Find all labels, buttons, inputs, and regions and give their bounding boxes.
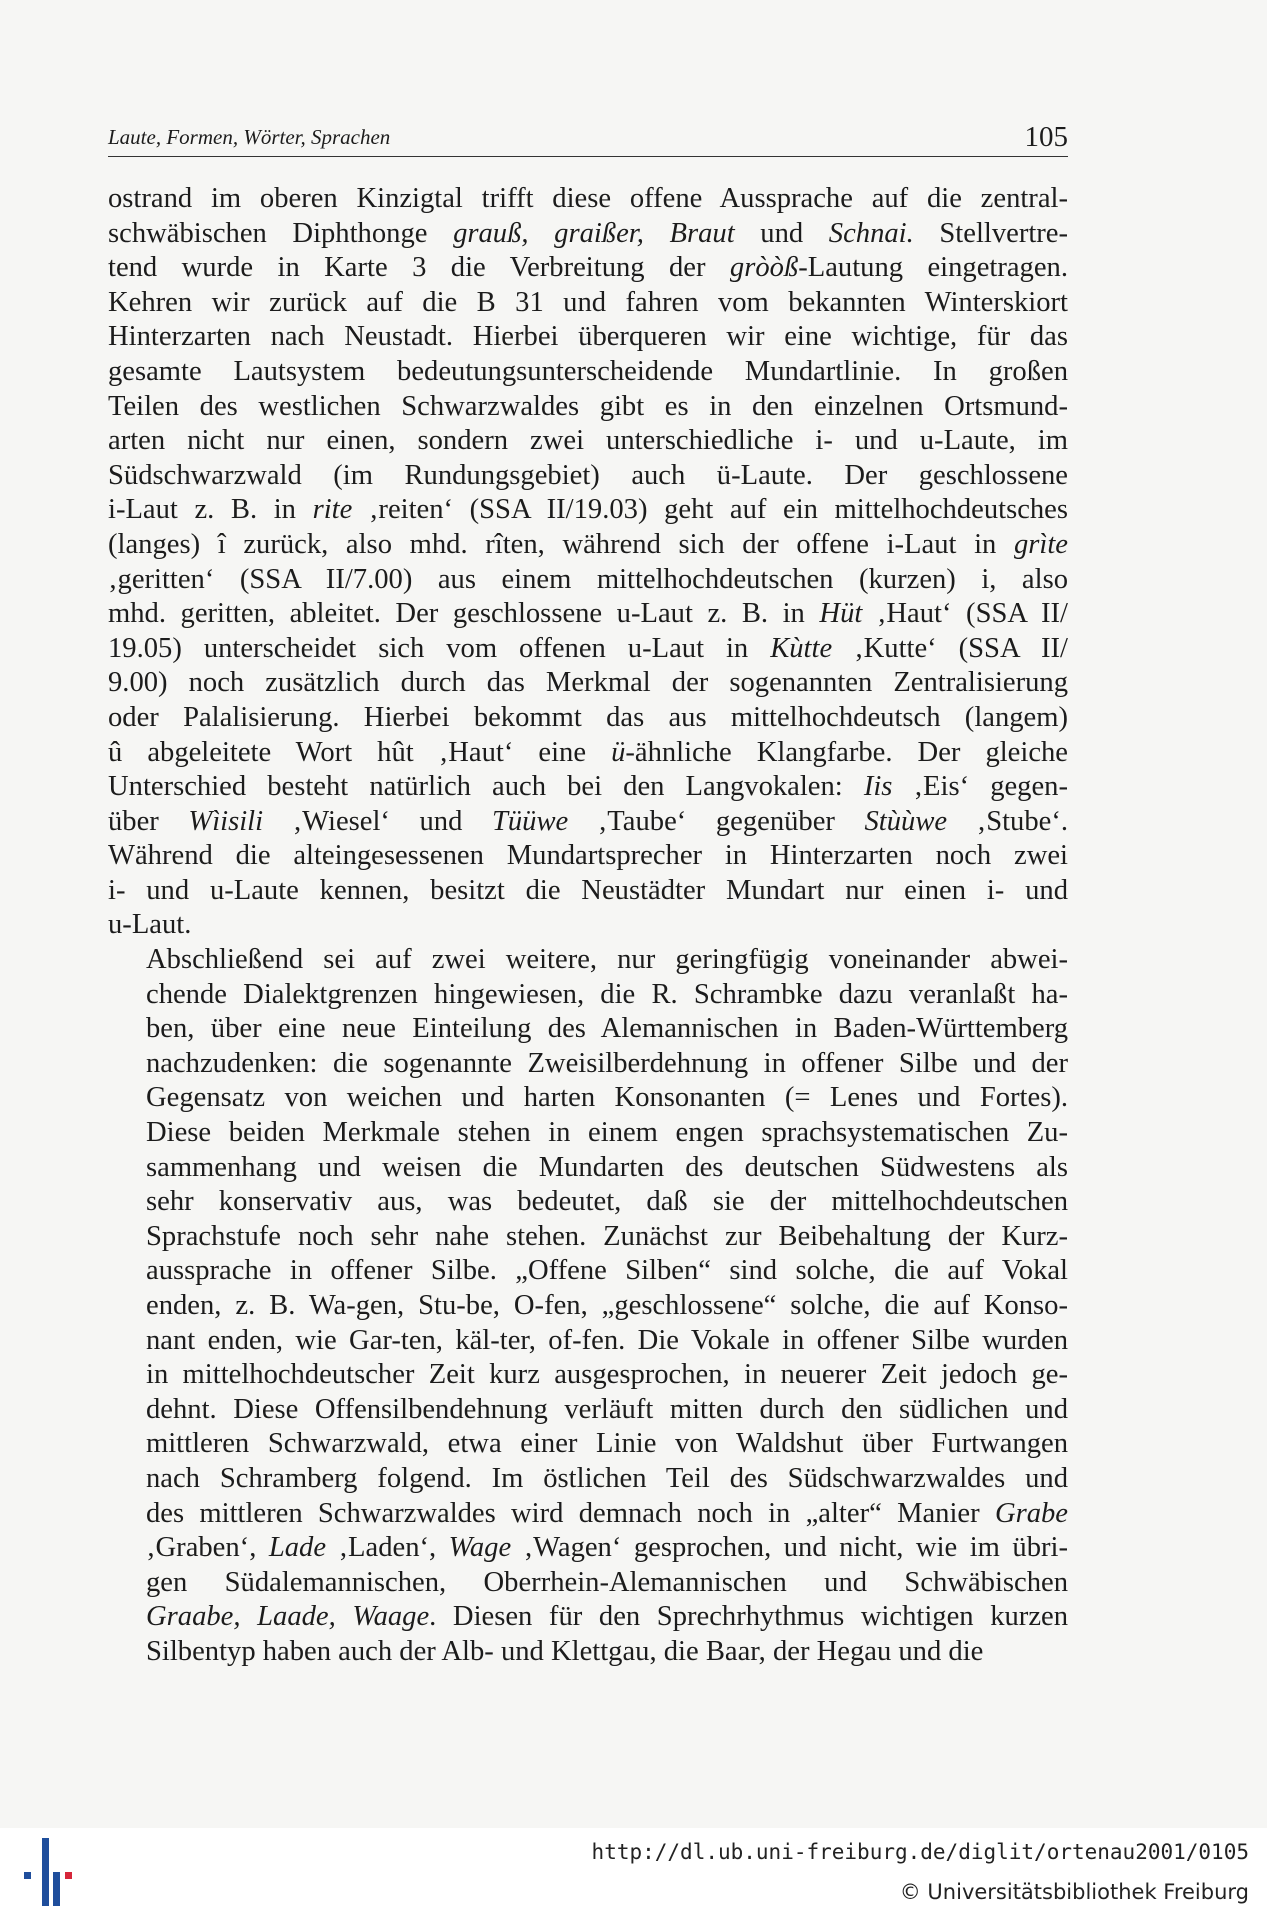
text-line	[108, 182, 1068, 217]
text-run: Während die alteingesessenen Mundartsprecher in Hinterzarten noch zwei	[108, 840, 1068, 872]
text-line	[108, 459, 1068, 494]
text-line	[108, 908, 1068, 943]
text-run: mittleren Schwarzwald, etwa einer Linie von Waldshut über Furtwangen	[146, 1428, 1068, 1460]
text-run: sehr konservativ aus, was bedeutet, daß sie der mittelhochdeutschen	[146, 1186, 1068, 1218]
text-run: Abschließend sei auf zwei weitere, nur geringfügig voneinander abwei-	[146, 944, 1068, 976]
text-run: ‚geritten‘ (SSA II/7.00) aus einem mittelhochdeutschen (kurzen) i, also	[108, 563, 1068, 595]
italic-term: Wìisili	[188, 805, 264, 837]
text-line	[108, 251, 1068, 286]
text-run: ‚Taube‘ gegenüber	[568, 805, 865, 837]
text-line	[108, 1358, 1068, 1393]
text-run: sammenhang und weisen die Mundarten des deutschen Südwestens als	[146, 1151, 1068, 1183]
text-line	[108, 1635, 1068, 1670]
text-line	[108, 355, 1068, 390]
italic-term: rite	[312, 494, 353, 526]
text-run: . Diesen für den Sprechrhythmus wichtigen kurzen	[429, 1601, 1068, 1633]
text-line	[108, 1462, 1068, 1497]
italic-term: ü	[611, 736, 626, 768]
text-run: über	[108, 805, 189, 837]
text-line	[108, 1600, 1068, 1635]
text-run: ‚Stube‘.	[947, 805, 1069, 837]
italic-term: Graabe, Laade, Waage	[146, 1601, 430, 1633]
text-line	[108, 1393, 1068, 1428]
footer	[0, 1828, 1267, 1919]
text-run: oder Palalisierung. Hierbei bekommt das aus mittelhochdeutsch (langem)	[108, 701, 1068, 733]
text-run: ‚Haut‘ (SSA II/	[862, 598, 1068, 630]
text-run: tend wurde in Karte 3 die Verbreitung der	[108, 252, 730, 284]
footer-url[interactable]: http://dl.ub.uni-freiburg.de/diglit/ortenau2001/0105	[591, 1840, 1249, 1864]
text-run: Teilen des westlichen Schwarzwaldes gibt es in den einzelnen Ortsmund-	[108, 390, 1068, 422]
footer-copyright: © Universitätsbibliothek Freiburg	[899, 1880, 1249, 1904]
text-line	[108, 1081, 1068, 1116]
text-run: aussprache in offener Silbe. „Offene Silben“ sind solche, die auf Vokal	[146, 1255, 1068, 1287]
italic-term: grauß, graißer, Braut	[453, 217, 735, 249]
text-run: Diese beiden Merkmale stehen in einem engen sprachsystematischen Zu-	[146, 1117, 1068, 1149]
text-line	[108, 390, 1068, 425]
text-line	[108, 320, 1068, 355]
text-line	[108, 632, 1068, 667]
text-line	[108, 736, 1068, 771]
text-line	[108, 1566, 1068, 1601]
text-line	[108, 874, 1068, 909]
text-run: nach Schramberg folgend. Im östlichen Teil des Südschwarzwaldes und	[146, 1462, 1068, 1494]
logo-bar-right	[65, 1872, 72, 1879]
text-run: gen Südalemannischen, Oberrhein-Alemannischen und Schwäbischen	[146, 1566, 1068, 1598]
body-text	[108, 182, 1068, 1670]
text-run: Sprachstufe noch sehr nahe stehen. Zunächst zur Beibehaltung der Kurz-	[146, 1220, 1068, 1252]
text-run: u-Laut.	[108, 909, 192, 941]
text-run: i-Laut z. B. in	[108, 494, 313, 526]
italic-term: Stùùwe	[864, 805, 948, 837]
page-number: 105	[1024, 121, 1068, 153]
text-run: chende Dialektgrenzen hingewiesen, die R. Schrambke dazu veranlaßt ha-	[146, 978, 1068, 1010]
italic-term: Lade	[268, 1532, 327, 1564]
text-run: arten nicht nur einen, sondern zwei unterschiedliche i- und u-Laute, im	[108, 425, 1068, 457]
text-line	[108, 770, 1068, 805]
text-run: 19.05) unterscheidet sich vom offenen u-Laut in	[108, 632, 771, 664]
text-run: (langes) î zurück, also mhd. rîten, während sich der offene i-Laut in	[108, 528, 1014, 560]
italic-term: Kùtte	[770, 632, 833, 664]
text-line	[108, 563, 1068, 598]
text-run: enden, z. B. Wa-gen, Stu-be, O-fen, „geschlossene“ solche, die auf Konso-	[146, 1290, 1068, 1321]
text-run: mhd. geritten, ableitet. Der geschlossene u-Laut z. B. in	[108, 598, 820, 630]
text-line	[108, 839, 1068, 874]
text-run: und	[734, 217, 829, 249]
italic-term: Wage	[448, 1532, 512, 1564]
text-run: ben, über eine neue Einteilung des Alemannischen in Baden-Württemberg	[146, 1013, 1068, 1045]
page-header	[108, 112, 1068, 157]
text-line	[108, 1116, 1068, 1151]
running-title: Laute, Formen, Wörter, Sprachen	[108, 125, 391, 149]
text-line	[108, 217, 1068, 252]
text-run: 9.00) noch zusätzlich durch das Merkmal der sogenannten Zentralisierung	[108, 667, 1068, 699]
text-run: Südschwarzwald (im Rundungsgebiet) auch ü-Laute. Der geschlossene	[108, 459, 1068, 491]
text-run: dehnt. Diese Offensilbendehnung verläuft mitten durch den südlichen und	[146, 1393, 1068, 1425]
text-run: ‚Laden‘,	[326, 1532, 449, 1564]
text-run: nachzudenken: die sogenannte Zweisilberdehnung in offener Silbe und der	[146, 1047, 1068, 1079]
text-run: ‚reiten‘ (SSA II/19.03) geht auf ein mittelhochdeutsches	[352, 494, 1069, 526]
text-line	[108, 1531, 1068, 1566]
text-line	[108, 1185, 1068, 1220]
text-line	[108, 528, 1068, 563]
text-run: Hinterzarten nach Neustadt. Hierbei überqueren wir eine wichtige, für das	[108, 321, 1068, 353]
text-line	[108, 1289, 1068, 1324]
text-run: ‚Graben‘,	[146, 1532, 269, 1564]
ub-freiburg-logo-icon	[18, 1836, 80, 1908]
text-run: Gegensatz von weichen und harten Konsonanten (= Lenes und Fortes).	[146, 1082, 1068, 1114]
text-run: schwäbischen Diphthonge	[108, 217, 454, 249]
text-line	[108, 666, 1068, 701]
logo-bar-left	[24, 1872, 31, 1879]
italic-term: grìte	[1013, 528, 1068, 560]
text-line	[108, 805, 1068, 840]
text-line	[108, 1324, 1068, 1359]
text-run: ‚Kutte‘ (SSA II/	[832, 632, 1068, 664]
logo-bar-center	[42, 1838, 49, 1906]
text-run: -Lautung eingetragen.	[798, 252, 1068, 284]
text-line	[108, 1220, 1068, 1255]
text-run: ostrand im oberen Kinzigtal trifft diese offene Aussprache auf die zentral-	[108, 183, 1068, 214]
text-run: in mittelhochdeutscher Zeit kurz ausgesprochen, in neuerer Zeit jedoch ge-	[146, 1359, 1068, 1391]
text-line	[108, 597, 1068, 632]
text-run: -ähnliche Klangfarbe. Der gleiche	[625, 736, 1068, 768]
text-line	[108, 1427, 1068, 1462]
text-run: Kehren wir zurück auf die B 31 und fahren vom bekannten Winterskiort	[108, 286, 1068, 318]
text-line	[108, 943, 1068, 978]
text-run: Stellvertre-	[913, 217, 1069, 249]
text-line	[108, 701, 1068, 736]
text-run: i- und u-Laute kennen, besitzt die Neustädter Mundart nur einen i- und	[108, 874, 1068, 906]
text-line	[108, 1254, 1068, 1289]
logo-bar-center-low	[53, 1872, 60, 1906]
text-line	[108, 978, 1068, 1013]
text-line	[108, 493, 1068, 528]
text-run: gesamte Lautsystem bedeutungsunterscheidende Mundartlinie. In großen	[108, 355, 1068, 387]
paragraph	[108, 943, 1068, 1669]
italic-term: Grabe	[994, 1497, 1068, 1529]
italic-term: Schnai.	[828, 217, 914, 249]
text-line	[108, 1151, 1068, 1186]
text-run: ‚Wagen‘ gesprochen, und nicht, wie im übri-	[511, 1532, 1068, 1564]
italic-term: Tüüwe	[491, 805, 569, 837]
italic-term: gròòß	[729, 252, 799, 284]
text-line	[108, 1047, 1068, 1082]
italic-term: Hüt	[819, 598, 863, 630]
text-line	[108, 286, 1068, 321]
text-run: û abgeleitete Wort hût ‚Haut‘ eine	[108, 736, 612, 768]
text-run: Silbentyp haben auch der Alb- und Klettgau, die Baar, der Hegau und die	[146, 1635, 984, 1667]
text-line	[108, 424, 1068, 459]
text-run: nant enden, wie Gar-ten, käl-ter, of-fen. Die Vokale in offener Silbe wurden	[146, 1324, 1068, 1356]
text-run: ‚Eis‘ gegen-	[892, 771, 1068, 803]
paragraph	[108, 182, 1068, 943]
text-line	[108, 1497, 1068, 1532]
text-line	[108, 1012, 1068, 1047]
text-run: Unterschied besteht natürlich auch bei den Langvokalen:	[108, 771, 864, 803]
italic-term: Iis	[863, 771, 893, 803]
text-run: ‚Wiesel‘ und	[263, 805, 492, 837]
text-run: des mittleren Schwarzwaldes wird demnach noch in „alter“ Manier	[146, 1497, 995, 1529]
